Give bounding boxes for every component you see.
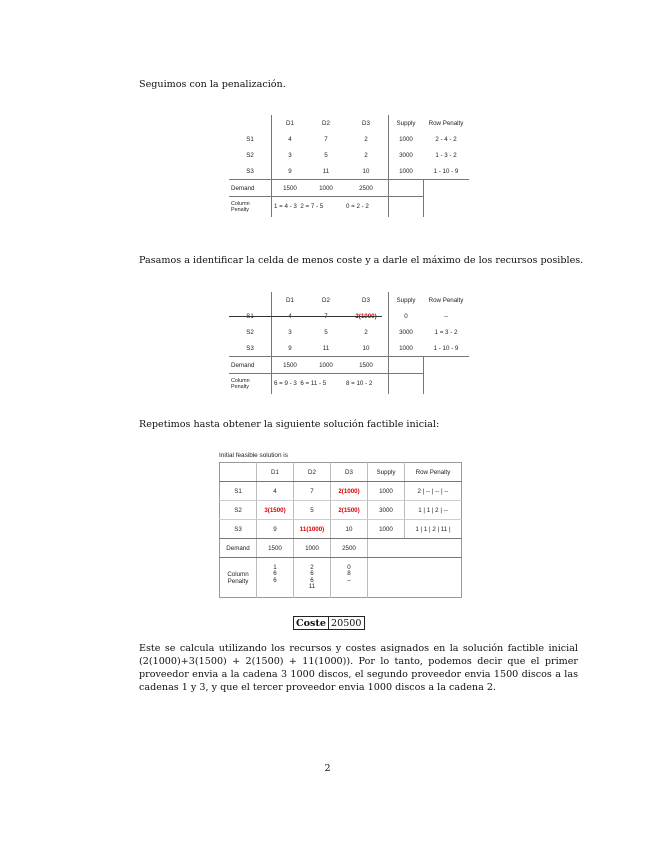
penalty-table-2 [229,292,469,394]
paragraph-intro: Seguimos con la penalización. [139,79,286,90]
cell: 1000 [368,482,405,501]
header-row-penalty: Row Penalty [428,119,464,127]
table-caption: Initial feasible solution is [219,452,288,459]
column-penalty: 8 = 10 - 2 [344,374,389,394]
row-label: S3 [220,520,257,539]
paragraph-explanation: Este se calcula utilizando los recursos y costes asignados en la solución factible inicial (2(1000)+3(1500) + 2(1500) + 11(1000)). Por lo tanto, podemos decir que el primer proveedor envia a la cadena 3 1000 discos, el segundo proveedor envia 1500 discos a las cadenas 1 y 3, y que el tercer proveedor envia 1000 discos a la cadena 2. [139,643,578,693]
demand-cell: 1000 [294,539,331,558]
crossed-row-line [229,316,382,317]
cell: 2 [364,328,368,336]
allocated-cell: 2(1500) [331,501,368,520]
column-penalty: 2 6 6 11 [294,558,331,598]
header-row-penalty: Row Penalty [428,296,464,304]
cell: 1000 [389,131,424,147]
demand-cell: 1500 [257,539,294,558]
header-d1: D1 [257,463,294,482]
header-supply: Supply [368,463,405,482]
cell: 9 [272,163,309,180]
header-d2: D2 [294,463,331,482]
cell: 1 | 1 | 2 | -- [405,501,462,520]
allocated-cell: 2(1000) [331,482,368,501]
cell: 5 [294,501,331,520]
demand-cell: 1000 [308,357,344,374]
cell: 0 [389,308,424,324]
demand-cell: 2500 [344,180,389,197]
column-penalty: 1 6 6 [257,558,294,598]
penalty-table-1 [229,115,469,217]
header-d3: D3 [331,463,368,482]
cell: 4 [288,135,292,143]
row-label: S1 [229,131,272,147]
demand-label: Demand [229,180,272,197]
header-d2: D2 [322,119,330,127]
cell: 9 [272,340,309,357]
cell: 11 [308,163,344,180]
row-label: S2 [229,147,272,163]
paragraph-identify: Pasamos a identificar la celda de menos coste y a darle el máximo de los recursos posibles. [139,255,584,266]
cell: 2 - 4 - 2 [435,135,457,143]
cell: 7 [324,135,328,143]
demand-cell: 1500 [272,357,309,374]
cell: 5 [324,328,328,336]
cell: 1000 [389,163,424,180]
demand-label: Demand [229,357,272,374]
cost-value: 20500 [328,617,364,630]
demand-cell: 1000 [308,180,344,197]
allocated-cell: 2(1000) [355,312,377,320]
row-label: S3 [229,163,272,180]
header-supply: Supply [389,292,424,308]
allocated-cell: 3(1500) [257,501,294,520]
cell: 2 [364,135,368,143]
column-penalty-label: Column Penalty [220,558,257,598]
feasible-solution-table [219,462,462,598]
demand-cell: 1500 [272,180,309,197]
cell: 7 [294,482,331,501]
header-supply: Supply [389,115,424,131]
cell: 1 - 10 - 9 [423,163,469,180]
cell: 3000 [389,324,424,340]
cell: 1 = 3 - 2 [434,328,458,336]
cell: 2 | -- | -- | -- [405,482,462,501]
demand-label: Demand [220,539,257,558]
header-d3: D3 [362,296,370,304]
cell: 9 [257,520,294,539]
cell: 10 [344,340,389,357]
demand-cell: 1500 [344,357,389,374]
cell: 7 [324,312,328,320]
row-label: S2 [229,324,272,340]
cell: 2 [364,151,368,159]
cell: 1000 [368,520,405,539]
column-penalty-label: Column Penalty [229,374,272,394]
row-label: S2 [220,501,257,520]
column-penalty: 6 = 9 - 3 6 = 11 - 5 [274,380,327,388]
cost-box [293,616,365,630]
row-label: S3 [229,340,272,357]
header-d2: D2 [322,296,330,304]
cell: 10 [331,520,368,539]
demand-cell: 2500 [331,539,368,558]
cell: 3000 [389,147,424,163]
cell: 1 - 10 - 9 [423,340,469,357]
cell: 3 [288,328,292,336]
row-label: S1 [220,482,257,501]
cell: 4 [257,482,294,501]
cell: 1 - 3 - 2 [435,151,457,159]
column-penalty: 0 8 -- [331,558,368,598]
cell: 10 [344,163,389,180]
column-penalty: 1 = 4 - 3 2 = 7 - 5 [274,203,324,211]
cell: 1 | 1 | 2 | 11 | [405,520,462,539]
header-d3: D3 [362,119,370,127]
page-number: 2 [324,763,331,774]
cell: 1000 [389,340,424,357]
column-penalty-label: Column Penalty [229,197,272,217]
cell: 3000 [368,501,405,520]
cell: 3 [288,151,292,159]
header-row-penalty: Row Penalty [405,463,462,482]
cell: 11 [308,340,344,357]
paragraph-repeat: Repetimos hasta obtener la siguiente solución factible inicial: [139,419,440,430]
header-d1: D1 [286,119,294,127]
cost-label: Coste [294,617,329,630]
column-penalty: 0 = 2 - 2 [344,197,389,217]
header-d1: D1 [286,296,294,304]
cell: 4 [288,312,292,320]
allocated-cell: 11(1000) [294,520,331,539]
row-label: S1 [229,308,272,324]
cell: 5 [324,151,328,159]
cell: -- [443,312,449,320]
